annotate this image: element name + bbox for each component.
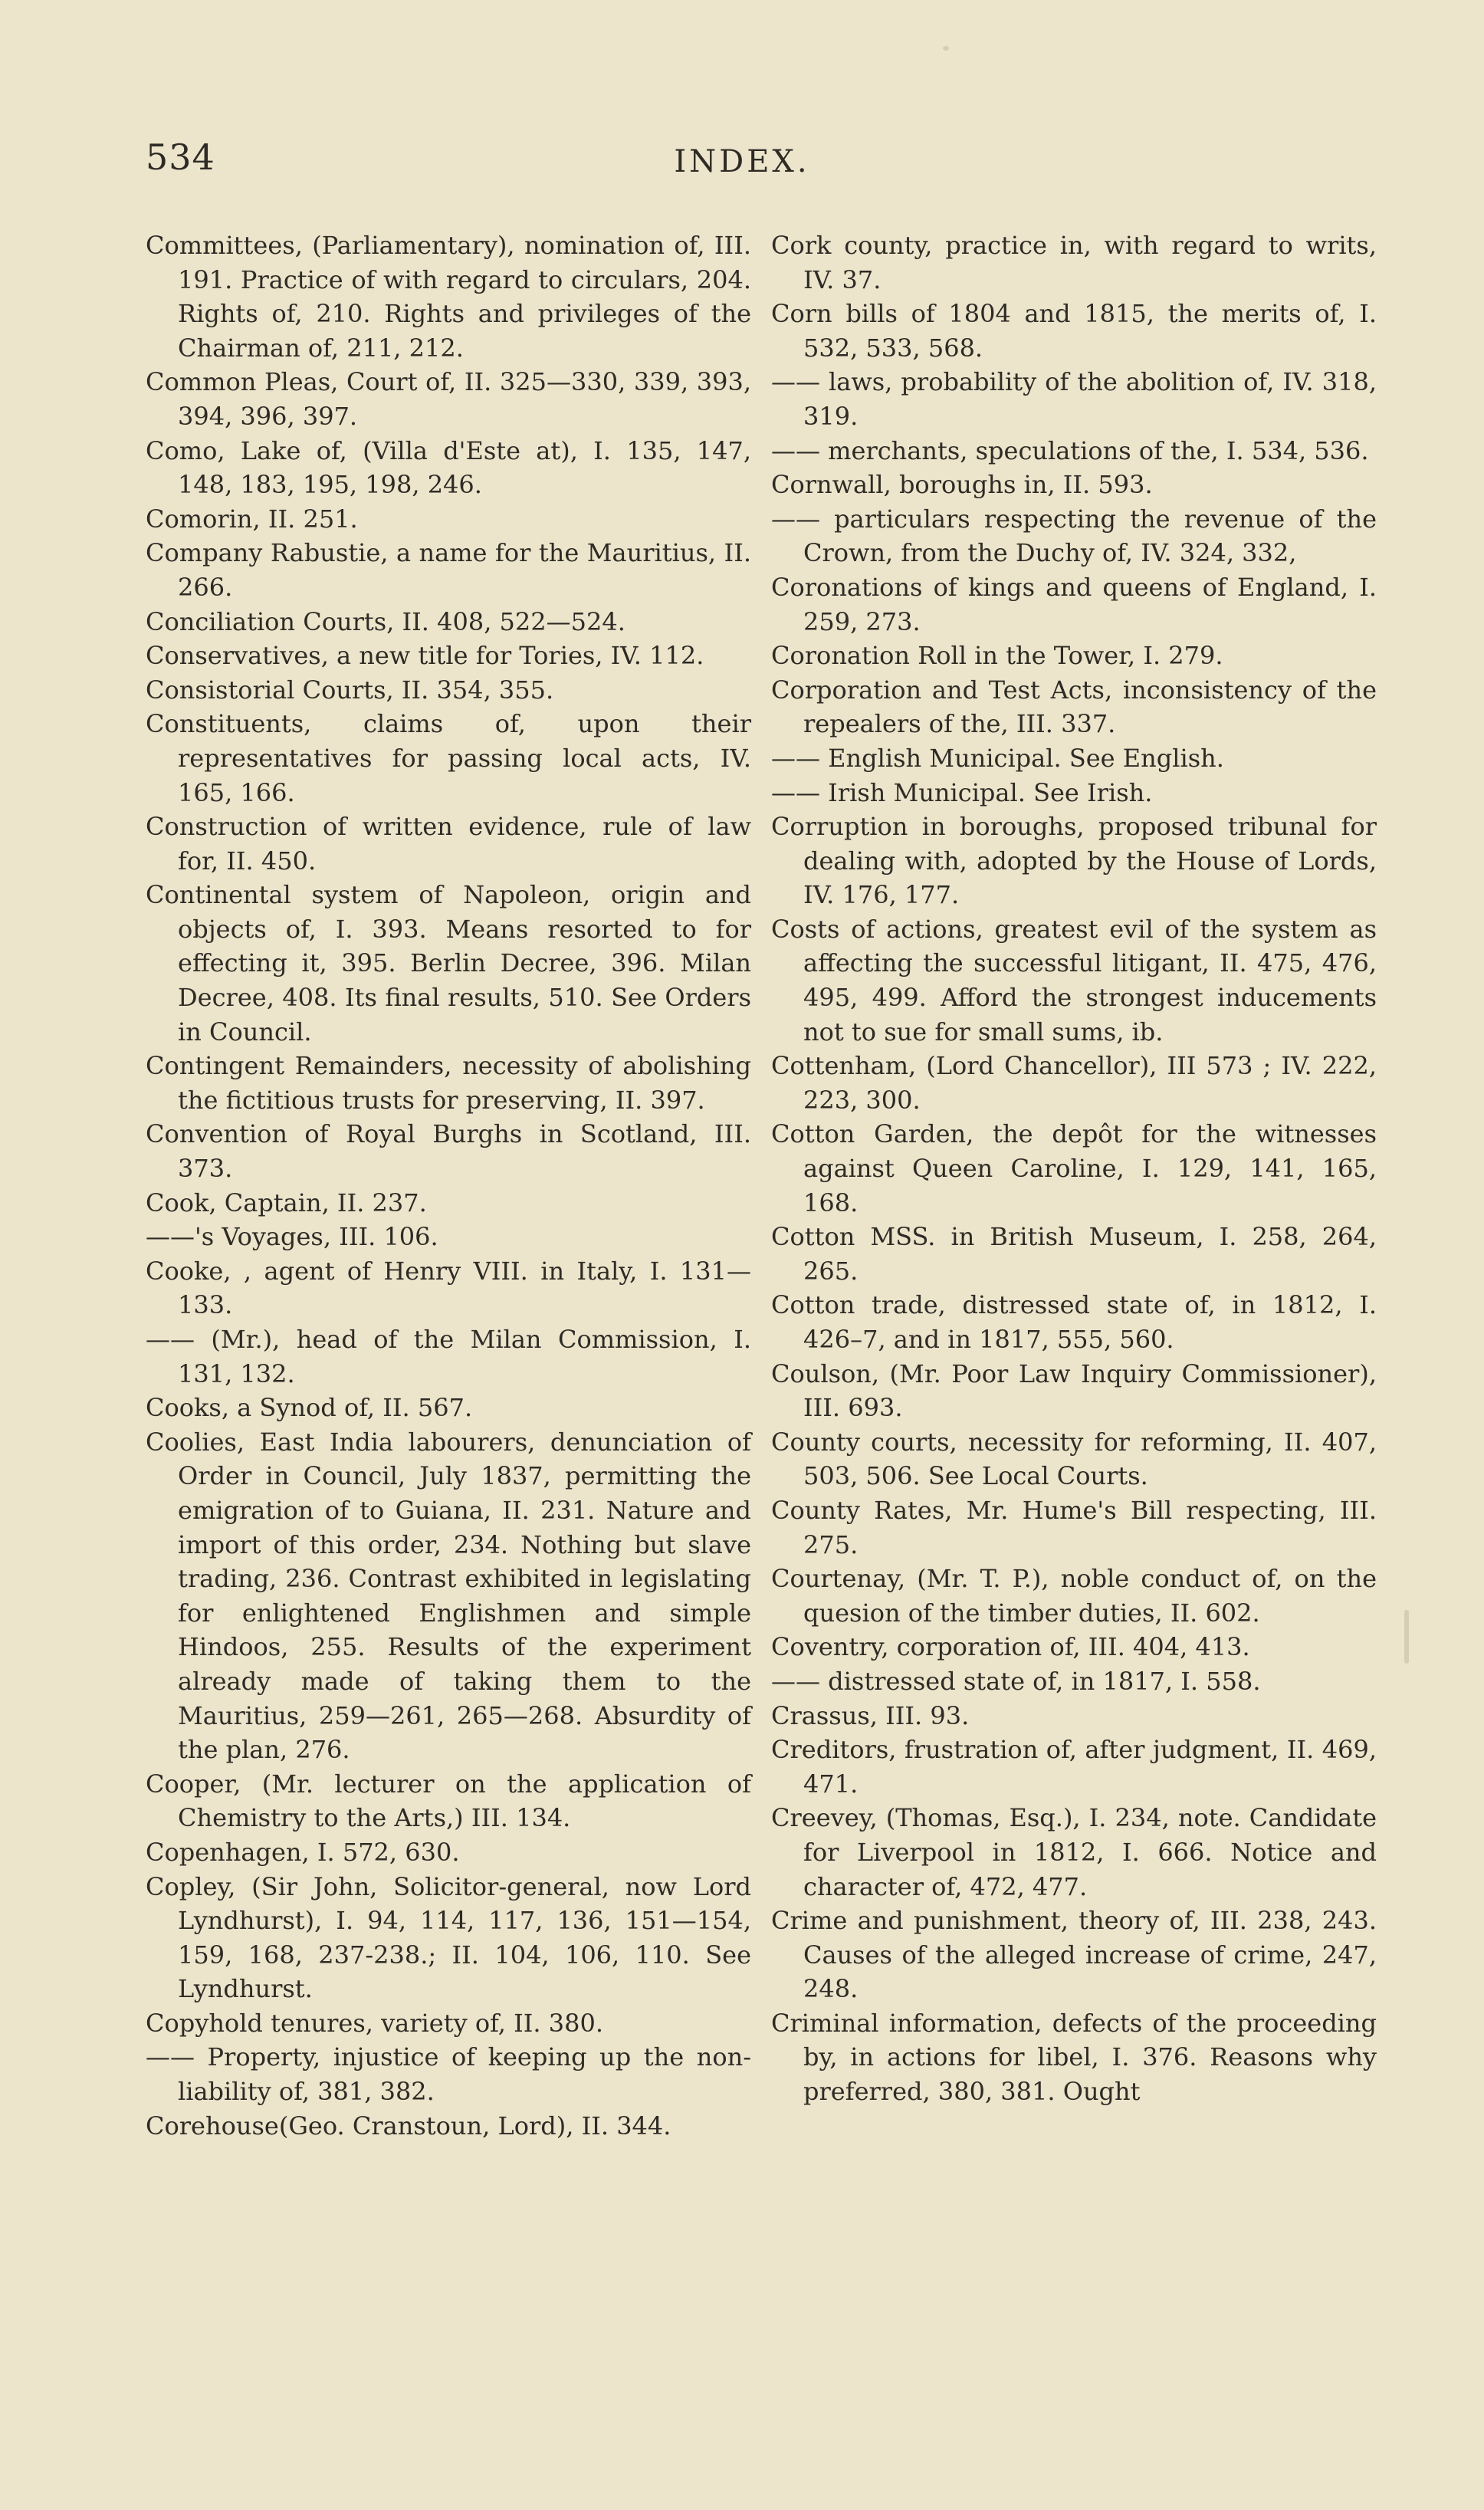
index-entry: Cook, Captain, II. 237.: [146, 1188, 427, 1217]
paper-blemish: [1404, 1610, 1409, 1664]
index-entry: Copenhagen, I. 572, 630.: [146, 1837, 460, 1867]
index-entry: Corruption in boroughs, proposed tribunal for dealing with, adopted by the House of Lords, IV. 176, 177.: [771, 812, 1377, 910]
index-entry: Coolies, East India labourers, denunciation of Order in Council, July 1837, permitting the emigration of to Guiana, II. 231. Nature and import of this order, 234. Nothing but slave trading, 236. Contrast exhibited in legislating for enlightened Englishmen and simple Hindoos, 255. Results of the experiment already made of taking them to the Mauritius, 259—261, 265—268. Absurdity of the plan, 276.: [146, 1427, 751, 1765]
index-entry: County courts, necessity for reforming, II. 407, 503, 506. See Local Courts.: [771, 1427, 1377, 1491]
index-entry: Constituents, claims of, upon their representatives for passing local acts, IV. 165, 166.: [146, 709, 751, 807]
index-entry: —— particulars respecting the revenue of the Crown, from the Duchy of, IV. 324, 332,: [771, 504, 1377, 568]
index-entry: Cork county, practice in, with regard to writs, IV. 37.: [771, 231, 1377, 294]
index-entry: Coronation Roll in the Tower, I. 279.: [771, 641, 1223, 671]
index-entry: Como, Lake of, (Villa d'Este at), I. 135, 147, 148, 183, 195, 198, 246.: [146, 435, 751, 500]
index-entry: Consistorial Courts, II. 354, 355.: [146, 675, 554, 705]
index-entry: Coventry, corporation of, III. 404, 413.: [771, 1632, 1250, 1662]
index-entry: Continental system of Napoleon, origin and objects of, I. 393. Means resorted to for effecting it, 395. Berlin Decree, 396. Milan Decree, 408. Its final results, 510. See Orders in Council.: [146, 880, 751, 1046]
index-entry: Contingent Remainders, necessity of abolishing the fictitious trusts for preserving, II. 397.: [146, 1051, 751, 1115]
index-entry: Coronations of kings and queens of England, I. 259, 273.: [771, 572, 1377, 636]
index-entry: County Rates, Mr. Hume's Bill respecting, III. 275.: [771, 1495, 1377, 1559]
index-entry: Cooks, a Synod of, II. 567.: [146, 1393, 473, 1423]
page-number: 534: [146, 136, 215, 178]
index-entry: —— distressed state of, in 1817, I. 558.: [771, 1666, 1261, 1696]
running-head: INDEX.: [674, 144, 810, 179]
index-entry: Cottenham, (Lord Chancellor), III 573 ; IV. 222, 223, 300.: [771, 1051, 1377, 1115]
index-entry: Conciliation Courts, II. 408, 522—524.: [146, 606, 625, 636]
index-entry: Cooke, , agent of Henry VIII. in Italy, I. 131—133.: [146, 1256, 751, 1320]
index-entry: —— Irish Municipal. See Irish.: [771, 777, 1153, 807]
index-entry: Cotton Garden, the depôt for the witnesses against Queen Caroline, I. 129, 141, 165, 168.: [771, 1119, 1377, 1217]
index-entry: Creditors, frustration of, after judgment, II. 469, 471.: [771, 1735, 1377, 1799]
index-entry: Copley, (Sir John, Solicitor-general, now Lord Lyndhurst), I. 94, 114, 117, 136, 151—154, 159, 168, 237-238.; II. 104, 106, 110. See Lyndhurst.: [146, 1871, 751, 2004]
index-column-right: [771, 228, 1377, 2109]
index-entry: Courtenay, (Mr. T. P.), noble conduct of, on the quesion of the timber duties, II. 602.: [771, 1564, 1377, 1628]
index-entry: Creevey, (Thomas, Esq.), I. 234, note. Candidate for Liverpool in 1812, I. 666. Notice and character of, 472, 477.: [771, 1803, 1377, 1901]
index-entry: Criminal information, defects of the proceeding by, in actions for libel, I. 376. Reasons why preferred, 380, 381. Ought: [771, 2008, 1377, 2107]
paper-blemish: [943, 46, 949, 51]
index-entry: Copyhold tenures, variety of, II. 380.: [146, 2008, 604, 2038]
index-entry: Crime and punishment, theory of, III. 238, 243. Causes of the alleged increase of crime, 247, 248.: [771, 1906, 1377, 2004]
index-entry: Construction of written evidence, rule of law for, II. 450.: [146, 812, 751, 876]
index-entry: Crassus, III. 93.: [771, 1700, 970, 1730]
index-column-left: [146, 228, 751, 2143]
index-entry: Comorin, II. 251.: [146, 504, 358, 534]
index-entry: Costs of actions, greatest evil of the system as affecting the successful litigant, II. 475, 476, 495, 499. Afford the strongest inducements not to sue for small sums, ib.: [771, 914, 1377, 1046]
index-entry: Corporation and Test Acts, inconsistency of the repealers of the, III. 337.: [771, 675, 1377, 739]
index-entry: Common Pleas, Court of, II. 325—330, 339, 393, 394, 396, 397.: [146, 367, 751, 431]
index-entry: Coulson, (Mr. Poor Law Inquiry Commissioner), III. 693.: [771, 1358, 1377, 1423]
index-entry: Cornwall, boroughs in, II. 593.: [771, 470, 1153, 500]
index-entry: —— merchants, speculations of the, I. 534, 536.: [771, 435, 1369, 465]
index-entry: Corn bills of 1804 and 1815, the merits of, I. 532, 533, 568.: [771, 299, 1377, 363]
index-entry: —— laws, probability of the abolition of, IV. 318, 319.: [771, 367, 1377, 431]
index-entry: Cotton MSS. in British Museum, I. 258, 264, 265.: [771, 1222, 1377, 1286]
index-entry: Convention of Royal Burghs in Scotland, III. 373.: [146, 1119, 751, 1184]
index-entry: Cooper, (Mr. lecturer on the application of Chemistry to the Arts,) III. 134.: [146, 1769, 751, 1833]
index-entry: Committees, (Parliamentary), nomination of, III. 191. Practice of with regard to circulars, 204. Rights of, 210. Rights and privileges of the Chairman of, 211, 212.: [146, 231, 751, 363]
index-entry: Cotton trade, distressed state of, in 1812, I. 426–7, and in 1817, 555, 560.: [771, 1290, 1377, 1354]
index-entry: Company Rabustie, a name for the Mauritius, II. 266.: [146, 538, 751, 602]
index-entry: Conservatives, a new title for Tories, IV. 112.: [146, 641, 704, 671]
index-entry: Corehouse(Geo. Cranstoun, Lord), II. 344.: [146, 2111, 671, 2140]
index-entry: —— Property, injustice of keeping up the non-liability of, 381, 382.: [146, 2042, 751, 2107]
index-entry: ——'s Voyages, III. 106.: [146, 1222, 438, 1252]
index-entry: —— English Municipal. See English.: [771, 743, 1224, 773]
index-entry: —— (Mr.), head of the Milan Commission, I. 131, 132.: [146, 1325, 751, 1388]
